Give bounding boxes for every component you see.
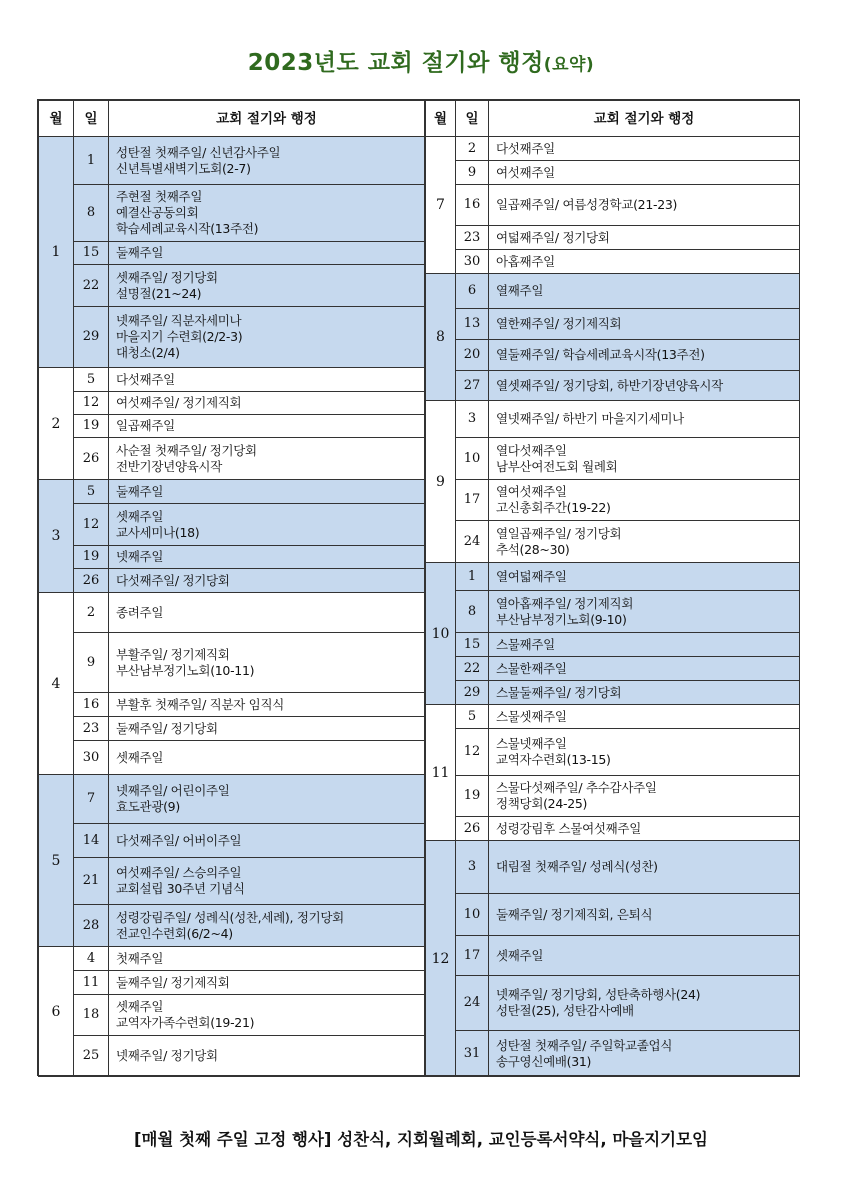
event-cell (489, 226, 800, 250)
table-row (39, 569, 425, 593)
event-line: 부활주일/ 정기제직회 (116, 646, 230, 662)
table-row (39, 438, 425, 480)
event-cell (109, 593, 425, 633)
event-cell (109, 415, 425, 438)
event-line: 열여섯째주일 (496, 484, 567, 499)
table-row (426, 657, 800, 681)
day-cell: 19 (74, 546, 109, 569)
event-cell (489, 776, 800, 817)
table-row (426, 137, 800, 161)
table-row (39, 392, 425, 415)
day-cell: 5 (456, 705, 489, 729)
event-line: 스물다섯째주일/ 추수감사주일 (496, 780, 657, 795)
event-line: 셋째주일 (116, 999, 164, 1014)
table-row (426, 340, 800, 371)
event-line: 넷째주일 (116, 549, 164, 564)
event-cell (489, 340, 800, 371)
day-cell: 22 (74, 265, 109, 307)
table-row (426, 776, 800, 817)
event-cell (489, 894, 800, 936)
day-cell: 30 (74, 741, 109, 775)
event-line: 종려주일 (116, 604, 164, 620)
event-line: 셋째주일/ 정기당회 (116, 269, 218, 285)
event-cell (489, 137, 800, 161)
month-cell: 9 (426, 401, 456, 563)
event-line: 성탄절(25), 성탄감사예배 (496, 1003, 634, 1018)
month-cell: 10 (426, 563, 456, 705)
event-cell (109, 971, 425, 995)
event-line: 셋째주일 (496, 947, 544, 963)
day-cell: 26 (456, 817, 489, 841)
table-row (39, 741, 425, 775)
table-row (426, 841, 800, 894)
event-line: 넷째주일/ 직분자세미나 (116, 313, 242, 328)
event-cell (109, 1036, 425, 1077)
event-line: 남부산여전도회 월례회 (496, 458, 618, 474)
table-row (426, 633, 800, 657)
day-cell: 3 (456, 841, 489, 894)
day-cell: 27 (456, 371, 489, 401)
table-row (39, 185, 425, 242)
day-cell: 29 (456, 681, 489, 705)
event-cell (109, 307, 425, 368)
event-cell (109, 633, 425, 693)
event-cell (489, 681, 800, 705)
table-row (426, 729, 800, 776)
day-cell: 15 (456, 633, 489, 657)
event-line: 아홉째주일 (496, 253, 555, 269)
month-cell: 3 (39, 480, 74, 593)
event-line: 다섯째주일/ 어버이주일 (116, 832, 242, 848)
event-cell (109, 504, 425, 546)
header-month: 월 (39, 101, 74, 137)
month-cell: 8 (426, 274, 456, 401)
table-row (39, 717, 425, 741)
table-row (426, 226, 800, 250)
day-cell: 19 (456, 776, 489, 817)
event-cell (489, 185, 800, 226)
table-row (39, 633, 425, 693)
table-row (426, 936, 800, 976)
event-line: 열넷째주일/ 하반기 마을지기세미나 (496, 411, 684, 426)
day-cell: 18 (74, 995, 109, 1036)
day-cell: 2 (74, 593, 109, 633)
table-row (39, 368, 425, 392)
day-cell: 8 (456, 591, 489, 633)
table-row (426, 817, 800, 841)
day-cell: 1 (74, 137, 109, 185)
event-line: 교역자가족수련회(19-21) (116, 1015, 255, 1030)
event-line: 셋째주일 (116, 508, 164, 524)
event-cell (489, 936, 800, 976)
header-month: 월 (426, 101, 456, 137)
day-cell: 21 (74, 858, 109, 905)
day-cell: 12 (74, 392, 109, 415)
event-line: 스물셋째주일 (496, 708, 567, 724)
event-line: 주현절 첫째주일 (116, 189, 203, 204)
event-line: 열여덟째주일 (496, 568, 567, 584)
table-row (39, 265, 425, 307)
table-row (39, 775, 425, 824)
event-line: 사순절 첫째주일/ 정기당회 (116, 442, 257, 458)
month-cell: 2 (39, 368, 74, 480)
calendar-table-right (425, 100, 800, 1077)
event-line: 교사세미나(18) (116, 524, 200, 540)
day-cell: 6 (456, 274, 489, 309)
event-cell (109, 185, 425, 242)
event-line: 설명절(21~24) (116, 285, 202, 301)
day-cell: 5 (74, 368, 109, 392)
event-line: 둘째주일 (116, 483, 164, 499)
event-line: 열아홉째주일/ 정기제직회 (496, 595, 634, 611)
table-row (39, 480, 425, 504)
table-row (426, 563, 800, 591)
event-cell (489, 250, 800, 274)
event-cell (489, 438, 800, 480)
day-cell: 17 (456, 480, 489, 521)
event-cell (489, 633, 800, 657)
event-cell (109, 717, 425, 741)
event-line: 다섯째주일/ 정기당회 (116, 572, 230, 588)
event-line: 전반기장년양육시작 (116, 458, 222, 474)
event-line: 대림절 첫째주일/ 성례식(성찬) (496, 859, 658, 874)
table-row (426, 521, 800, 563)
table-row (39, 504, 425, 546)
event-cell (489, 521, 800, 563)
event-cell (489, 161, 800, 185)
table-row (426, 401, 800, 438)
event-cell (109, 368, 425, 392)
event-line: 학습세례교육시작(13주전) (116, 221, 259, 236)
day-cell: 16 (74, 693, 109, 717)
table-row (426, 161, 800, 185)
day-cell: 7 (74, 775, 109, 824)
title-sub: (요약) (543, 55, 595, 75)
day-cell: 5 (74, 480, 109, 504)
event-line: 부활후 첫째주일/ 직분자 임직식 (116, 696, 285, 712)
event-line: 넷째주일/ 정기당회 (116, 1048, 218, 1063)
page-title (0, 44, 842, 77)
day-cell: 28 (74, 905, 109, 947)
event-line: 다섯째주일 (116, 371, 175, 387)
table-row (39, 824, 425, 858)
event-cell (489, 563, 800, 591)
event-line: 마을지기 수련회(2/2-3) (116, 329, 243, 344)
table-row (426, 480, 800, 521)
event-line: 성령강림후 스물여섯째주일 (496, 820, 641, 836)
event-line: 열둘째주일/ 학습세례교육시작(13주전) (496, 347, 705, 362)
event-line: 추석(28~30) (496, 541, 570, 557)
event-line: 신년특별새벽기도회(2-7) (116, 160, 251, 176)
day-cell: 12 (74, 504, 109, 546)
event-cell (489, 309, 800, 340)
month-cell: 5 (39, 775, 74, 947)
day-cell: 1 (456, 563, 489, 591)
event-line: 일곱째주일/ 여름성경학교(21-23) (496, 197, 678, 212)
day-cell: 31 (456, 1031, 489, 1077)
month-cell: 6 (39, 947, 74, 1077)
event-line: 정책당회(24-25) (496, 796, 588, 811)
day-cell: 14 (74, 824, 109, 858)
table-row (39, 242, 425, 265)
event-line: 열일곱째주일/ 정기당회 (496, 525, 622, 541)
event-cell (109, 392, 425, 415)
day-cell: 26 (74, 438, 109, 480)
event-line: 일곱째주일 (116, 418, 175, 433)
event-line: 부산남부정기노회(9-10) (496, 611, 627, 627)
event-line: 열째주일 (496, 283, 544, 298)
event-line: 스물둘째주일/ 정기당회 (496, 684, 622, 700)
event-line: 스물넷째주일 (496, 736, 567, 751)
event-line: 교회설립 30주년 기념식 (116, 881, 245, 896)
table-row (39, 546, 425, 569)
month-cell: 1 (39, 137, 74, 368)
event-line: 여섯째주일 (496, 164, 555, 180)
event-cell (109, 569, 425, 593)
month-cell: 4 (39, 593, 74, 775)
day-cell: 4 (74, 947, 109, 971)
event-cell (489, 841, 800, 894)
day-cell: 9 (74, 633, 109, 693)
table-row (426, 371, 800, 401)
event-line: 전교인수련회(6/2~4) (116, 925, 233, 941)
event-line: 부산남부정기노회(10-11) (116, 662, 255, 678)
event-cell (109, 858, 425, 905)
month-cell: 7 (426, 137, 456, 274)
table-row (426, 250, 800, 274)
event-cell (489, 817, 800, 841)
event-line: 교역자수련회(13-15) (496, 752, 611, 767)
event-cell (109, 137, 425, 185)
event-cell (489, 401, 800, 438)
table-row (426, 705, 800, 729)
header-content: 교회 절기와 행정 (109, 101, 425, 137)
day-cell: 10 (456, 894, 489, 936)
day-cell: 23 (456, 226, 489, 250)
table-row (39, 947, 425, 971)
event-line: 둘째주일/ 정기제직회 (116, 974, 230, 990)
event-line: 성령강림주일/ 성례식(성찬,세례), 정기당회 (116, 909, 344, 925)
event-cell (109, 947, 425, 971)
day-cell: 24 (456, 976, 489, 1031)
event-cell (109, 265, 425, 307)
event-cell (109, 995, 425, 1036)
day-cell: 26 (74, 569, 109, 593)
day-cell: 29 (74, 307, 109, 368)
month-cell: 11 (426, 705, 456, 841)
table-row (39, 858, 425, 905)
table-row (39, 593, 425, 633)
day-cell: 20 (456, 340, 489, 371)
calendar-table-left (38, 100, 425, 1077)
table-row (426, 1031, 800, 1077)
event-line: 둘째주일 (116, 245, 164, 260)
event-line: 효도관광(9) (116, 799, 180, 814)
event-line: 성탄절 첫째주일/ 주일학교졸업식 (496, 1037, 673, 1053)
header-day: 일 (74, 101, 109, 137)
day-cell: 23 (74, 717, 109, 741)
event-line: 첫째주일 (116, 950, 164, 966)
event-cell (109, 438, 425, 480)
event-cell (109, 546, 425, 569)
event-line: 스물한째주일 (496, 660, 567, 676)
event-cell (109, 693, 425, 717)
day-cell: 25 (74, 1036, 109, 1077)
day-cell: 30 (456, 250, 489, 274)
table-row (426, 309, 800, 340)
event-cell (109, 824, 425, 858)
event-line: 스물째주일 (496, 636, 555, 652)
table-row (39, 905, 425, 947)
table-row (39, 415, 425, 438)
table-row (426, 976, 800, 1031)
event-cell (489, 1031, 800, 1077)
table-row (426, 894, 800, 936)
month-cell: 12 (426, 841, 456, 1077)
event-line: 여섯째주일/ 스승의주일 (116, 865, 242, 880)
event-cell (489, 371, 800, 401)
event-line: 열다섯째주일 (496, 442, 567, 458)
event-line: 대청소(2/4) (116, 345, 180, 360)
header-content: 교회 절기와 행정 (489, 101, 800, 137)
event-line: 셋째주일 (116, 749, 164, 765)
event-line: 열셋째주일/ 정기당회, 하반기장년양육시작 (496, 377, 723, 393)
table-row (426, 591, 800, 633)
day-cell: 8 (74, 185, 109, 242)
table-row (426, 438, 800, 480)
day-cell: 17 (456, 936, 489, 976)
table-row (39, 971, 425, 995)
event-cell (489, 976, 800, 1031)
day-cell: 16 (456, 185, 489, 226)
table-row (426, 185, 800, 226)
event-line: 예결산공동의회 (116, 205, 199, 220)
event-line: 송구영신예배(31) (496, 1053, 592, 1069)
day-cell: 19 (74, 415, 109, 438)
title-main: 2023년도 교회 절기와 행정 (247, 50, 544, 76)
event-line: 둘째주일/ 정기제직회, 은퇴식 (496, 906, 653, 922)
day-cell: 9 (456, 161, 489, 185)
day-cell: 3 (456, 401, 489, 438)
event-line: 성탄절 첫째주일/ 신년감사주일 (116, 144, 281, 160)
day-cell: 10 (456, 438, 489, 480)
day-cell: 24 (456, 521, 489, 563)
event-cell (109, 741, 425, 775)
day-cell: 15 (74, 242, 109, 265)
event-cell (489, 729, 800, 776)
event-line: 여덟째주일/ 정기당회 (496, 229, 610, 245)
event-cell (109, 905, 425, 947)
event-cell (489, 274, 800, 309)
event-line: 둘째주일/ 정기당회 (116, 720, 218, 736)
table-row (426, 274, 800, 309)
table-row (426, 681, 800, 705)
table-row (39, 693, 425, 717)
event-cell (489, 480, 800, 521)
day-cell: 2 (456, 137, 489, 161)
event-cell (489, 657, 800, 681)
day-cell: 11 (74, 971, 109, 995)
table-row (39, 995, 425, 1036)
table-row (39, 137, 425, 185)
event-line: 넷째주일/ 정기당회, 성탄축하행사(24) (496, 987, 701, 1002)
event-line: 다섯째주일 (496, 140, 555, 156)
event-line: 여섯째주일/ 정기제직회 (116, 395, 242, 410)
event-cell (109, 480, 425, 504)
event-line: 열한째주일/ 정기제직회 (496, 316, 622, 331)
day-cell: 12 (456, 729, 489, 776)
monthly-fixed-events: [매월 첫째 주일 고정 행사] 성찬식, 지회월례회, 교인등록서약식, 마을지기모임 (134, 1130, 708, 1149)
event-cell (489, 705, 800, 729)
table-row (39, 307, 425, 368)
event-cell (109, 775, 425, 824)
day-cell: 22 (456, 657, 489, 681)
header-day: 일 (456, 101, 489, 137)
event-line: 고신총회주간(19-22) (496, 500, 611, 515)
event-cell (489, 591, 800, 633)
table-row (39, 1036, 425, 1077)
event-line: 넷째주일/ 어린이주일 (116, 783, 230, 798)
event-cell (109, 242, 425, 265)
day-cell: 13 (456, 309, 489, 340)
